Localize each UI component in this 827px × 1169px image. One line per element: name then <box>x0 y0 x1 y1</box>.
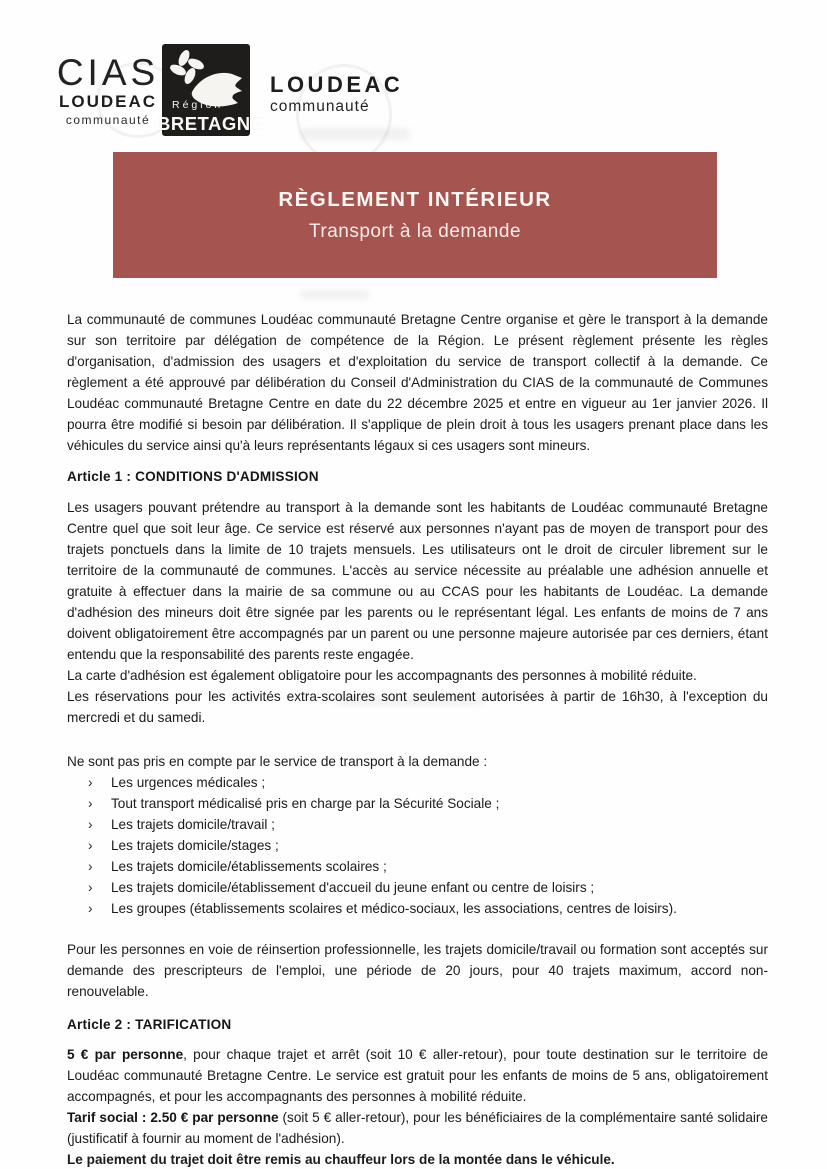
chevron-bullet-icon: › <box>88 775 93 790</box>
article-1-paragraph: Les usagers pouvant prétendre au transport à la demande sont les habitants de Loudéac communauté Bretagne Centre quel que soit leur âge. Ce service est réservé aux personnes n'ayant pas de moyen de transport pour des trajets ponctuels dans la limite de 10 trajets mensuels. Les utilisateurs ont le droit de circuler librement sur le territoire de la communauté de communes. L'accès au service nécessite au préalable une adhésion annuelle et gratuite à effectuer dans la mairie de sa commune ou au CCAS pour les habitants de Loudéac. La demande d'adhésion des mineurs doit être signée par les parents ou le représentant légal. Les enfants de moins de 7 ans doivent obligatoirement être accompagnés par un parent ou une personne majeure autorisée par ces derniers, étant entendu que la responsabilité des parents reste engagée. <box>67 500 768 662</box>
document-title: RÈGLEMENT INTÉRIEUR <box>278 187 552 211</box>
social-tariff-amount: Tarif social : 2.50 € par personne <box>67 1110 279 1125</box>
cias-logo-text: CIAS <box>56 52 160 93</box>
intro-paragraph: La communauté de communes Loudéac communauté Bretagne Centre organise et gère le transport à la demande sur son territoire par délégation de compétence de la Région. Le présent règlement présente les règles d'organisation, d'admission des usagers et d'exploitation du service de transport collectif à la demande. Ce règlement a été approuvé par délibération du Conseil d'Administration du CIAS de la communauté de Communes Loudéac communauté Bretagne Centre en date du 22 décembre 2025 et entre en vigueur au 1er janvier 2026. Il pourra être modifié si besoin par délibération. Il s'applique de plein droit à tous les usagers prenant place dans les véhicules du service ainsi qu'à leurs représentants légaux si ces usagers sont mineurs. <box>67 312 768 453</box>
list-item <box>67 898 768 919</box>
list-item-text: Tout transport médicalisé pris en charge par la Sécurité Sociale ; <box>111 796 500 811</box>
chevron-bullet-icon: › <box>88 838 93 853</box>
tariff-text: , pour chaque trajet et arrêt (soit 10 € aller-retour), pour toute destination sur le territoire de Loudéac communauté Bretagne Centre. Le service est gratuit pour les enfants de moins de 5 ans, obligatoirement accompagnés, et pour les accompagnants des personnes à mobilité réduite. <box>67 1047 769 1104</box>
chevron-bullet-icon: › <box>88 880 93 895</box>
document-subtitle: Transport à la demande <box>308 220 522 242</box>
exclusion-list <box>67 772 768 919</box>
list-item <box>67 856 768 877</box>
cias-logo-subtext2: communauté <box>65 113 151 128</box>
reinsertion-paragraph: Pour les personnes en voie de réinsertion professionnelle, les trajets domicile/travail ou formation sont acceptés sur demande des prescripteurs de l'emploi, une période de 20 jours, pour 40 trajets maximum, accord non-renouvelable. <box>67 942 768 999</box>
payment-notice: Le paiement du trajet doit être remis au chauffeur lors de la montée dans le véhicule. <box>67 1152 615 1167</box>
list-item-text: Les trajets domicile/stages ; <box>111 838 279 853</box>
list-item <box>67 793 768 814</box>
cias-logo-subtext: LOUDEAC <box>58 92 158 112</box>
loudeac-logo-subtext: communauté <box>270 98 370 115</box>
list-item-text: Les trajets domicile/établissements scolaires ; <box>111 859 387 874</box>
article-2-heading: Article 2 : TARIFICATION <box>67 1017 232 1032</box>
list-item <box>67 814 768 835</box>
article-1-paragraph: Les réservations pour les activités extra-scolaires sont seulement autorisées à partir de 16h30, à l'exception du mercredi et du samedi. <box>67 689 768 725</box>
exclusion-list-intro: Ne sont pas pris en compte par le service de transport à la demande : <box>67 754 488 769</box>
document-body <box>67 309 768 1169</box>
tariff-paragraph <box>67 1044 768 1107</box>
list-item <box>67 772 768 793</box>
social-tariff-paragraph <box>67 1107 768 1149</box>
loudeac-communaute-logo <box>270 72 403 116</box>
list-item <box>67 877 768 898</box>
title-banner <box>113 152 717 278</box>
article-1-heading: Article 1 : CONDITIONS D'ADMISSION <box>67 469 319 484</box>
chevron-bullet-icon: › <box>88 817 93 832</box>
region-bretagne-logo <box>157 44 264 136</box>
social-tariff-text: (soit 5 € aller-retour), pour les bénéficiaires de la complémentaire santé solidaire (justificatif à fournir au moment de l'adhésion). <box>67 1110 768 1146</box>
chevron-bullet-icon: › <box>88 796 93 811</box>
list-item <box>67 835 768 856</box>
bretagne-name-label: BRETAGNE <box>157 113 264 134</box>
article-1-paragraph: La carte d'adhésion est également obligatoire pour les accompagnants des personnes à mobilité réduite. <box>67 668 697 683</box>
list-item-text: Les groupes (établissements scolaires et médico-sociaux, les associations, centres de loisirs). <box>111 901 677 916</box>
chevron-bullet-icon: › <box>88 901 93 916</box>
list-item-text: Les trajets domicile/travail ; <box>111 817 275 832</box>
list-item-text: Les trajets domicile/établissement d'accueil du jeune enfant ou centre de loisirs ; <box>111 880 595 895</box>
chevron-bullet-icon: › <box>88 859 93 874</box>
bretagne-region-label: Région <box>172 99 224 111</box>
list-item-text: Les urgences médicales ; <box>111 775 266 790</box>
loudeac-logo-text: LOUDEAC <box>270 72 404 97</box>
scan-artifact <box>300 128 410 140</box>
scan-artifact <box>300 290 370 299</box>
cias-loudeac-logo <box>52 52 164 128</box>
tariff-amount: 5 € par personne <box>67 1047 184 1062</box>
